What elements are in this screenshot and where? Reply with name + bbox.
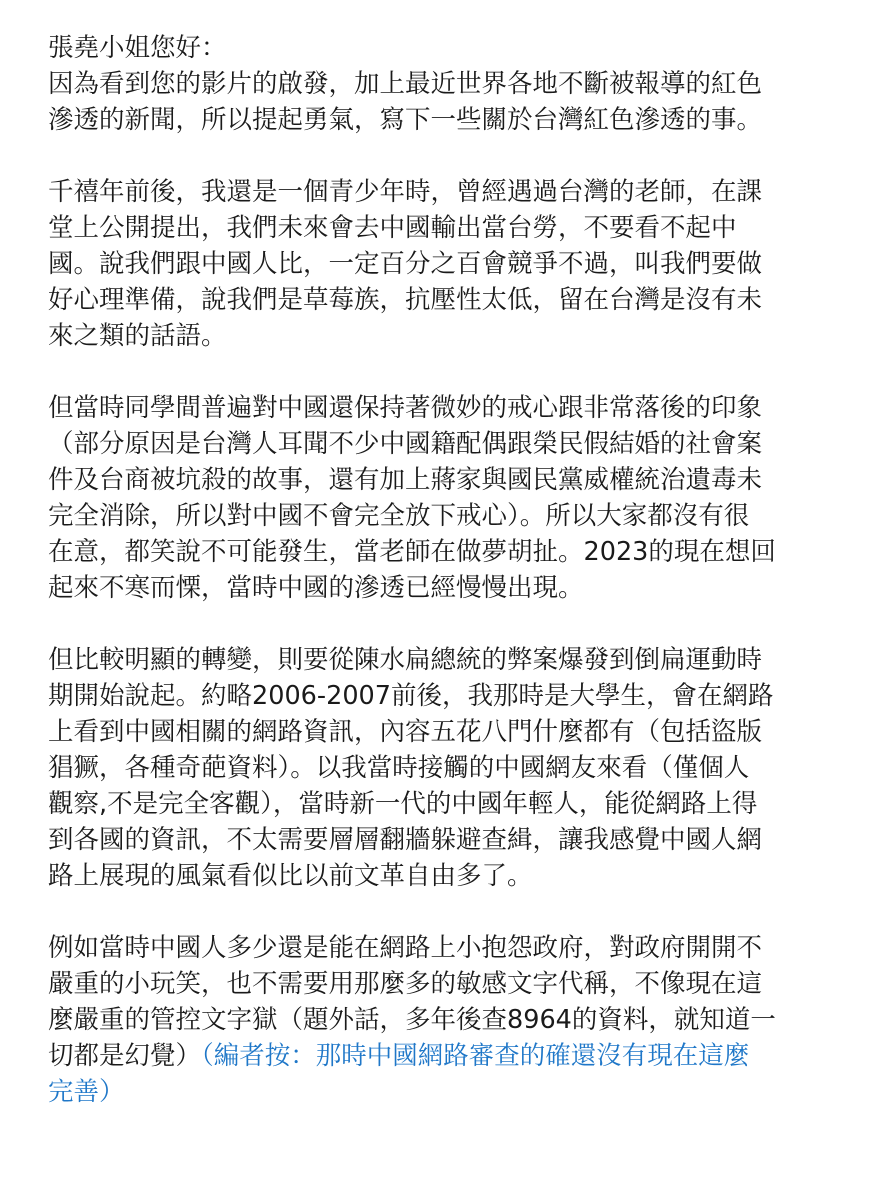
text-line: 件及台商被坑殺的故事，還有加上蔣家與國民黨威權統治遺毒未 xyxy=(48,465,763,495)
paragraph-millennium xyxy=(48,174,830,354)
text-line: 麼嚴重的管控文字獄（題外話，多年後查8964的資料，就知道一 xyxy=(48,1005,776,1035)
text-segment: 切都是幻覺） xyxy=(48,1041,202,1071)
text-line: 觀察,不是完全客觀），當時新一代的中國年輕人，能從網路上得 xyxy=(48,789,758,819)
text-line: 到各國的資訊，不太需要層層翻牆躲避查緝，讓我感覺中國人網 xyxy=(48,825,763,855)
text-line: 堂上公開提出，我們未來會去中國輸出當台勞，不要看不起中 xyxy=(48,213,737,243)
text-line: 在意，都笑說不可能發生，當老師在做夢胡扯。2023的現在想回 xyxy=(48,537,776,567)
text-line: 但當時同學間普遍對中國還保持著微妙的戒心跟非常落後的印象 xyxy=(48,393,763,423)
paragraph-classmates xyxy=(48,390,830,606)
editor-note-continued: 完善） xyxy=(48,1077,125,1107)
text-line: 因為看到您的影片的啟發，加上最近世界各地不斷被報導的紅色 xyxy=(48,69,763,99)
paragraph-intro xyxy=(48,66,830,138)
text-line: 來之類的話語。 xyxy=(48,321,227,351)
text-line: 但比較明顯的轉變，則要從陳水扁總統的弊案爆發到倒扁運動時 xyxy=(48,645,763,675)
greeting-line: 張堯小姐您好： xyxy=(48,33,227,63)
editor-note: （編者按：那時中國網路審查的確還沒有現在這麼 xyxy=(201,1041,750,1071)
greeting-paragraph xyxy=(48,30,830,66)
text-line-with-note xyxy=(48,1038,830,1074)
text-line: 完全消除，所以對中國不會完全放下戒心）。所以大家都沒有很 xyxy=(48,501,750,531)
text-line: 國。說我們跟中國人比，一定百分之百會競爭不過，叫我們要做 xyxy=(48,249,763,279)
text-line: 猖獗，各種奇葩資料）。以我當時接觸的中國網友來看（僅個人 xyxy=(48,753,750,783)
text-line: 例如當時中國人多少還是能在網路上小抱怨政府，對政府開開不 xyxy=(48,933,763,963)
text-line: 嚴重的小玩笑，也不需要用那麼多的敏感文字代稱，不像現在這 xyxy=(48,969,763,999)
text-line: 上看到中國相關的網路資訊，內容五花八門什麼都有（包括盜版 xyxy=(48,717,763,747)
paragraph-transition xyxy=(48,642,830,894)
text-line: 滲透的新聞，所以提起勇氣，寫下一些關於台灣紅色滲透的事。 xyxy=(48,105,763,135)
text-line: （部分原因是台灣人耳聞不少中國籍配偶跟榮民假結婚的社會案 xyxy=(48,429,763,459)
text-line: 好心理準備，說我們是草莓族，抗壓性太低，留在台灣是沒有未 xyxy=(48,285,763,315)
paragraph-example xyxy=(48,930,830,1110)
text-line: 起來不寒而慄，當時中國的滲透已經慢慢出現。 xyxy=(48,573,584,603)
text-line: 千禧年前後，我還是一個青少年時，曾經遇過台灣的老師，在課 xyxy=(48,177,763,207)
text-line: 期開始說起。約略2006-2007前後，我那時是大學生，會在網路 xyxy=(48,681,774,711)
text-line: 路上展現的風氣看似比以前文革自由多了。 xyxy=(48,861,533,891)
